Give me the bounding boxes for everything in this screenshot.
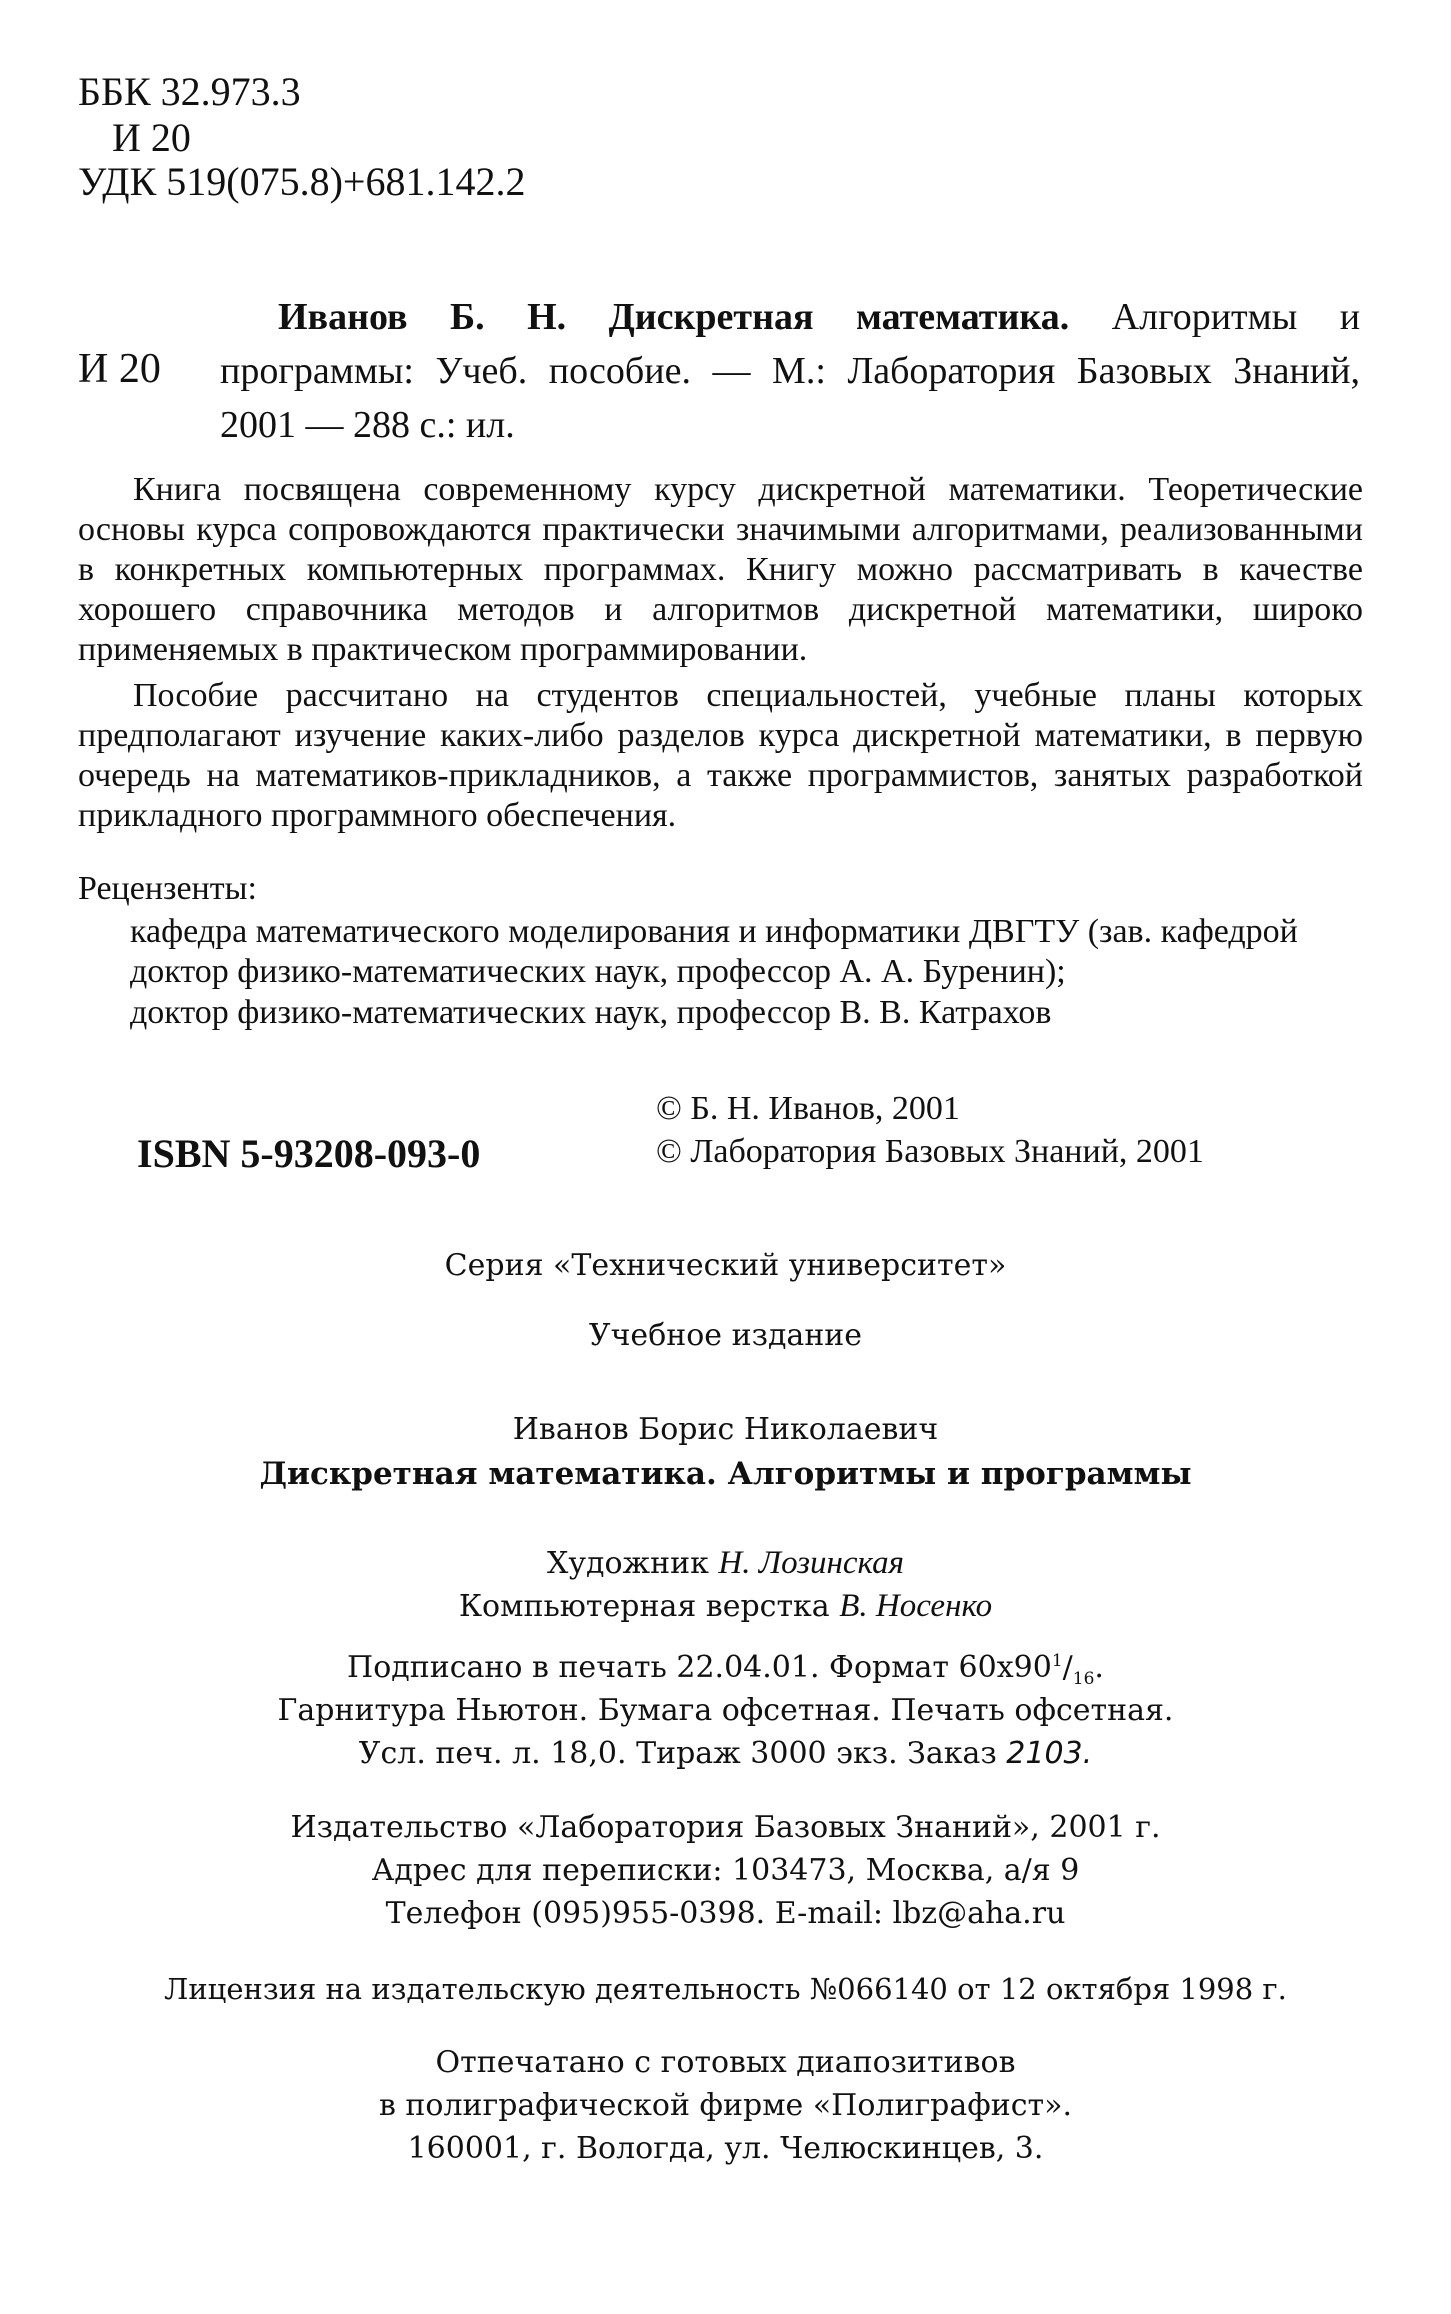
layout-label: Компьютерная верстка xyxy=(458,1589,830,1624)
artist-credit xyxy=(0,1545,1451,1582)
edition-type: Учебное издание xyxy=(588,1318,863,1353)
printed-line-2: в полиграфической фирме «Полиграфист». xyxy=(378,2088,1073,2123)
artist-label: Художник xyxy=(546,1546,709,1581)
series: Серия «Технический университет» xyxy=(444,1248,1007,1283)
artist-name: Н. Лозинская xyxy=(718,1545,905,1581)
sheets-text: Усл. печ. л. 18,0. Тираж 3000 экз. Заказ xyxy=(358,1736,997,1771)
isbn: ISBN 5-93208-093-0 xyxy=(137,1131,481,1176)
bib-rest: Алгоритмы и программы: Учеб. пособие. — М.: Лаборатория Базовых Знаний, 2001 — 288 с.: ил. xyxy=(220,296,1361,446)
author-full-name: Иванов Борис Николаевич xyxy=(512,1412,939,1447)
reviewer-2: доктор физико-математических наук, профессор В. В. Катрахов xyxy=(130,994,1052,1031)
phone-line: Телефон (095)955-0398. E-mail: lbz@aha.ru xyxy=(385,1896,1066,1931)
annotation xyxy=(78,470,1363,836)
license-line: Лицензия на издательскую деятельность №066140 от 12 октября 1998 г. xyxy=(164,1972,1287,2006)
sheets-line xyxy=(0,1736,1451,1771)
address-line: Адрес для переписки: 103473, Москва, а/я 9 xyxy=(371,1853,1080,1888)
copyright-author: © Б. Н. Иванов, 2001 xyxy=(656,1090,960,1127)
layout-name: В. Носенко xyxy=(839,1588,993,1624)
format-numerator: 1 xyxy=(1051,1651,1063,1671)
signed-text: Подписано в печать 22.04.01. Формат 60x90 xyxy=(347,1650,1052,1685)
bib-title: Дискретная математика. xyxy=(608,296,1070,338)
bbk-code: ББК 32.973.3 xyxy=(78,69,301,114)
copyright-publisher: © Лаборатория Базовых Знаний, 2001 xyxy=(656,1133,1204,1170)
reviewer-1: кафедра математического моделирования и информатики ДВГТУ (зав. кафедрой доктор физико-математических наук, профессор А. А. Буренин); xyxy=(130,913,1298,990)
publisher-line: Издательство «Лаборатория Базовых Знаний», 2001 г. xyxy=(290,1810,1161,1845)
reviewers-title: Рецензенты: xyxy=(78,870,257,907)
format-denominator: 16 xyxy=(1072,1669,1095,1689)
bib-author: Иванов Б. Н. xyxy=(278,296,567,338)
bib-index: И 20 xyxy=(78,346,161,392)
bib-record xyxy=(220,290,1360,452)
printed-line-1: Отпечатано с готовых диапозитивов xyxy=(435,2045,1016,2080)
annotation-p1: Книга посвящена современному курсу дискретной математики. Теоретические основы курса сопровождаются практически значимыми алгоритмами, реализованными в конкретных компьютерных программах. Книгу можно рассматривать в качестве хорошего справочника методов и алгоритмов дискретной математики, широко применяемых в практическом программировании. xyxy=(78,471,1363,668)
order-number-handwritten: 2103. xyxy=(1006,1736,1093,1771)
book-title: Дискретная математика. Алгоритмы и программы xyxy=(259,1456,1192,1492)
typeface-line: Гарнитура Ньютон. Бумага офсетная. Печать офсетная. xyxy=(277,1693,1174,1728)
signed-line: Подписано в печать 22.04.01. Формат $60x90^1/_{16}$. xyxy=(347,1650,1104,1689)
printed-line-3: 160001, г. Вологда, ул. Челюскинцев, 3. xyxy=(407,2131,1044,2166)
author-mark: И 20 xyxy=(112,115,191,160)
annotation-p2: Пособие рассчитано на студентов специальностей, учебные планы которых предполагают изучение каких-либо разделов курса дискретной математики, в первую очередь на математиков-прикладников, а также программистов, занятых разработкой прикладного программного обеспечения. xyxy=(78,677,1363,834)
layout-credit xyxy=(0,1588,1451,1625)
udk-code: УДК 519(075.8)+681.142.2 xyxy=(78,159,526,204)
